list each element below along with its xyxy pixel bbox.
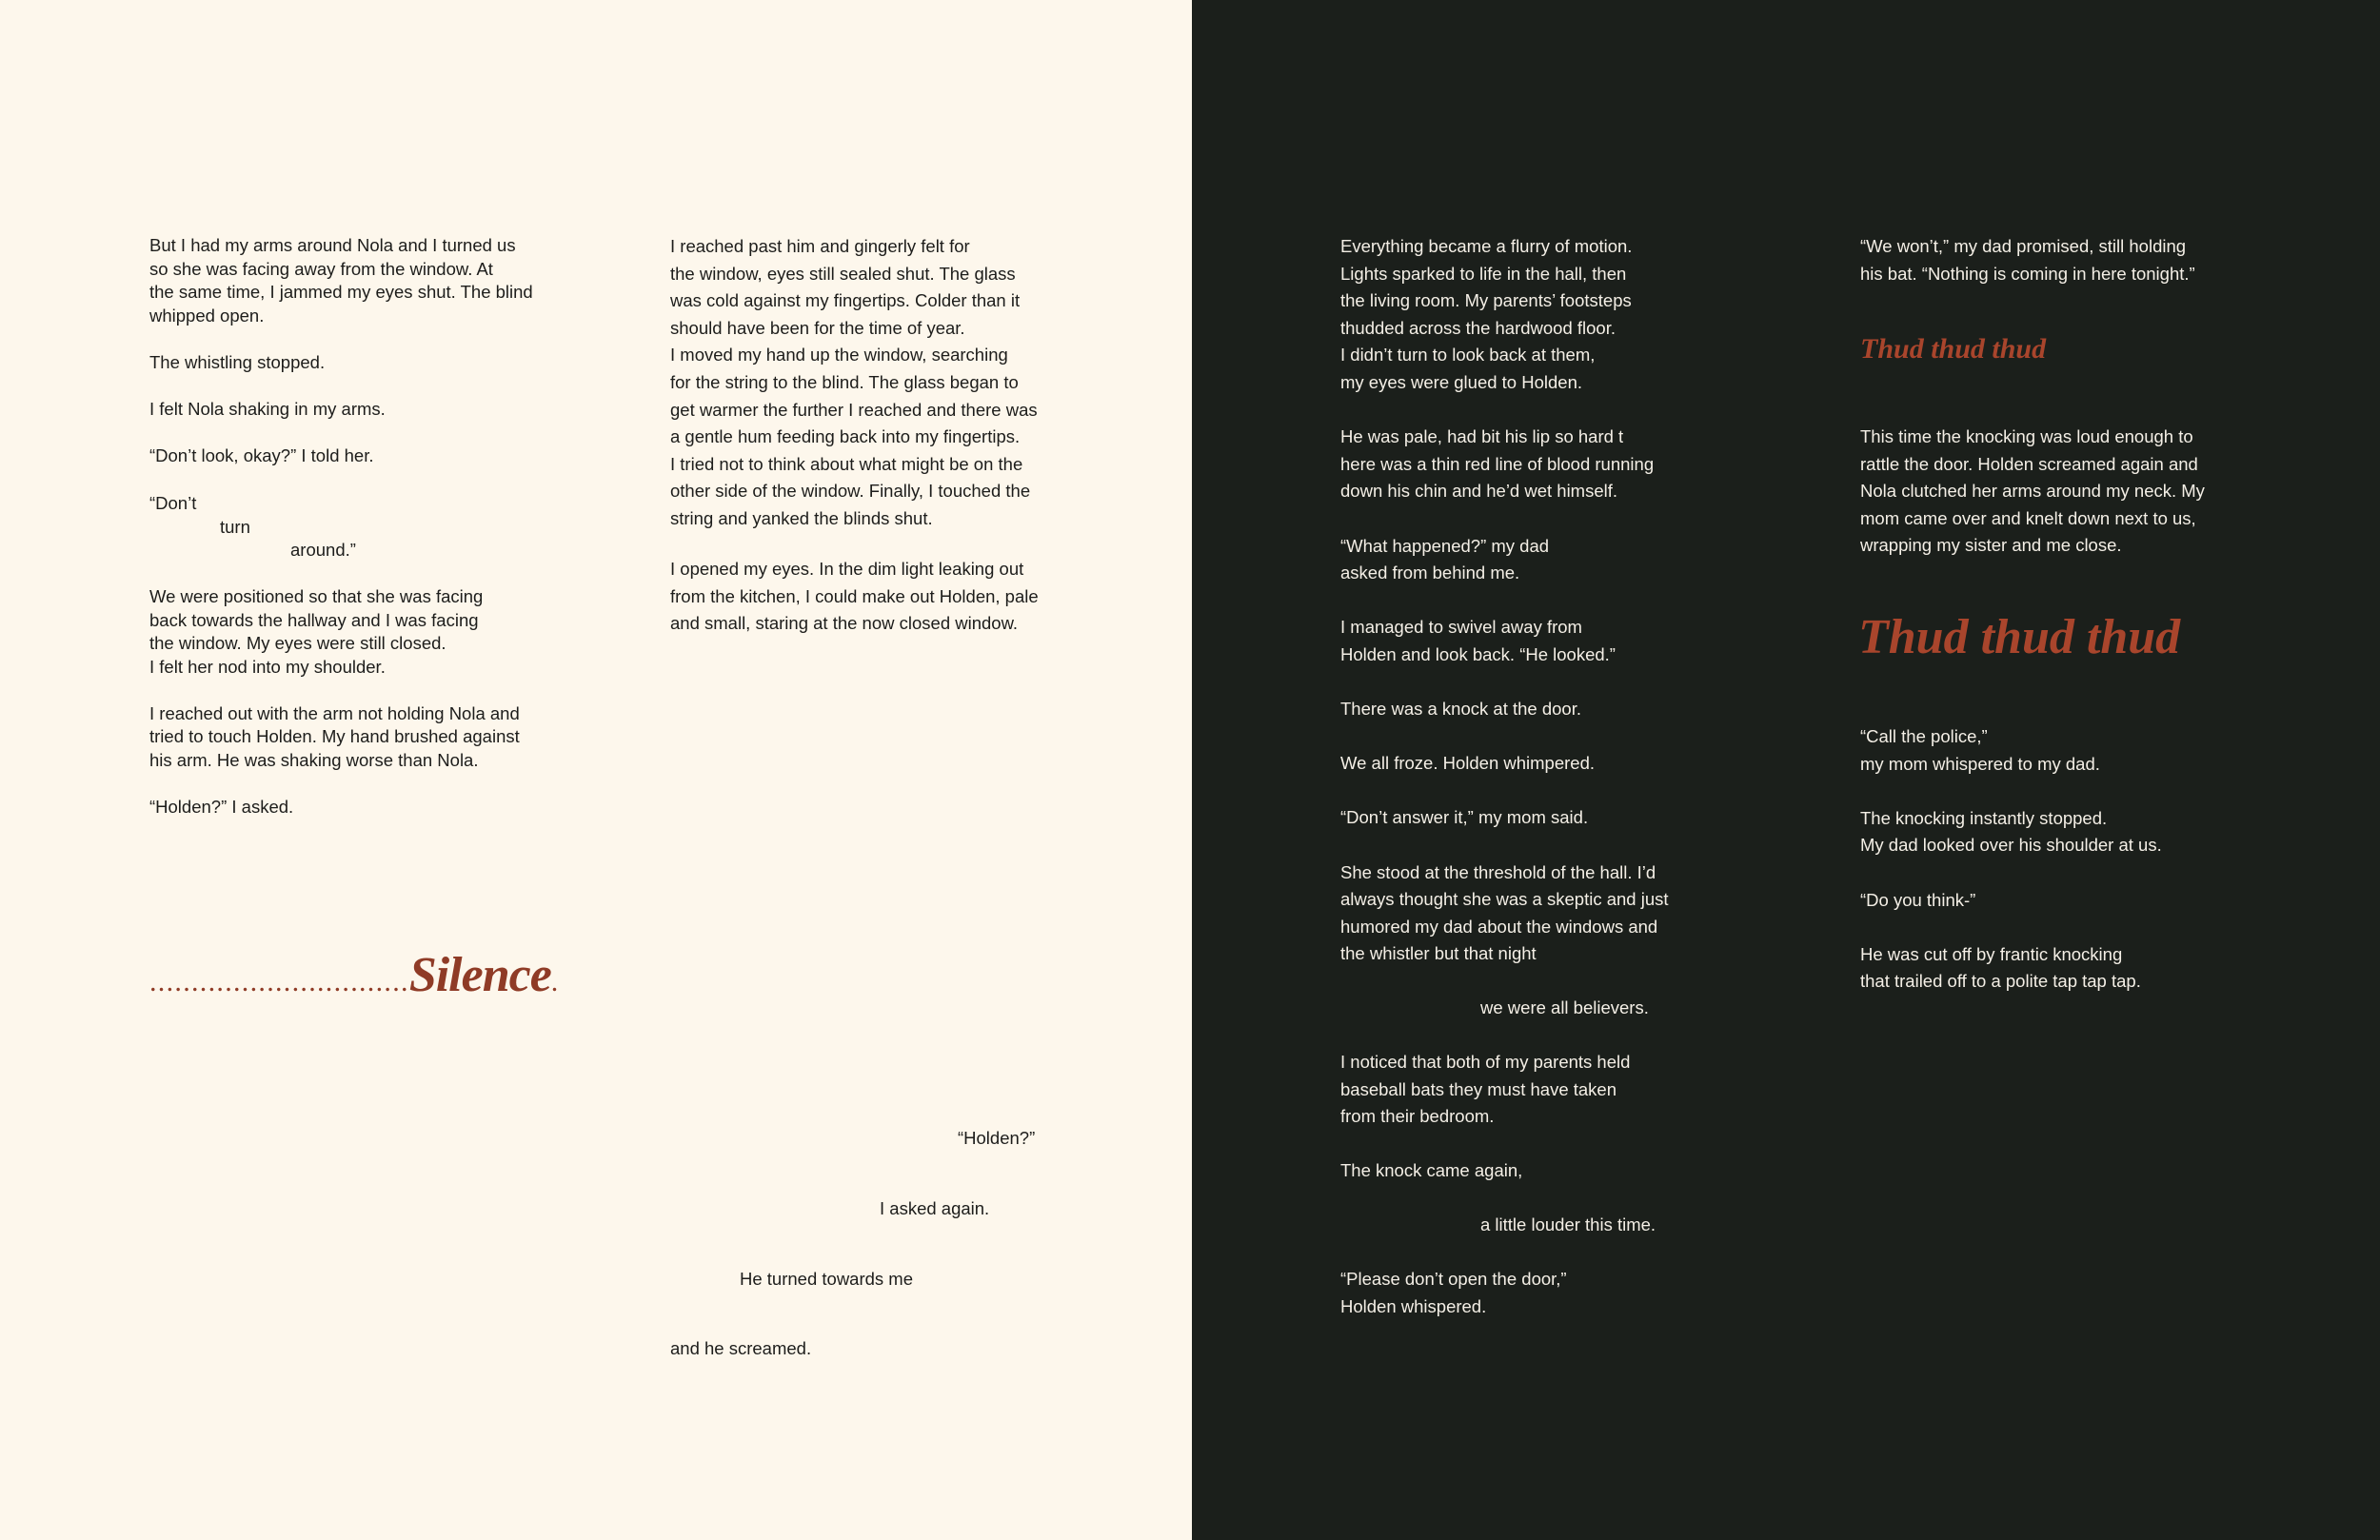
text-line: the window. My eyes were still closed. [149, 633, 446, 653]
text-line: Nola clutched her arms around my neck. My [1860, 481, 2205, 502]
text-line: “We won’t,” my dad promised, still holding [1860, 236, 2187, 256]
dont-turn-around-stagger [149, 492, 464, 563]
text-line: “Please don’t open the door,” [1340, 1269, 1567, 1289]
text-line: Lights sparked to life in the hall, then [1340, 263, 1627, 284]
paragraph [670, 233, 1080, 533]
paragraph [1340, 533, 1683, 587]
text-line: his bat. “Nothing is coming in here tonight.” [1860, 263, 2195, 284]
thud-large-heading: Thud thud thud [1858, 610, 2181, 664]
text-line: here was a thin red line of blood running [1340, 453, 1655, 474]
text-line: He was pale, had bit his lip so hard t [1340, 426, 1624, 447]
text-line: for the string to the blind. The glass began to [670, 371, 1019, 392]
silence-dots: ............................... [149, 966, 409, 997]
paragraph [1860, 805, 2241, 859]
left-column-1 [149, 234, 559, 491]
text-line: always thought she was a skeptic and just [1340, 889, 1669, 910]
text-line: Holden whispered. [1340, 1295, 1487, 1316]
cascade-line-4: and he screamed. [670, 1338, 812, 1358]
text-line: from their bedroom. [1340, 1106, 1495, 1127]
text-line: rattle the door. Holden screamed again and [1860, 453, 2198, 474]
text-line: “Don’t look, okay?” I told her. [149, 444, 374, 465]
paragraph [1340, 1266, 1683, 1320]
paragraph [149, 444, 559, 468]
text-line: My dad looked over his shoulder at us. [1860, 835, 2162, 856]
text-line: Holden and look back. “He looked.” [1340, 643, 1616, 664]
text-line: whipped open. [149, 305, 265, 326]
stagger-line-1: “Don’t [149, 493, 197, 513]
text-line: and small, staring at the now closed window. [670, 613, 1019, 634]
paragraph [1860, 887, 2241, 915]
text-line: There was a knock at the door. [1340, 699, 1581, 720]
text-line: “Don’t answer it,” my mom said. [1340, 807, 1589, 828]
text-line: The knock came again, [1340, 1160, 1523, 1181]
paragraph [149, 398, 559, 422]
text-line: I opened my eyes. In the dim light leaking out [670, 559, 1024, 580]
paragraph [1860, 723, 2241, 778]
paragraph [1340, 859, 1683, 968]
text-line: I reached past him and gingerly felt for [670, 236, 970, 256]
text-line: asked from behind me. [1340, 563, 1520, 583]
text-line: I managed to swivel away from [1340, 617, 1582, 638]
text-line: She stood at the threshold of the hall. I’d [1340, 861, 1656, 882]
silence-heading [149, 947, 740, 1004]
thud-small-heading: Thud thud thud [1860, 333, 2047, 365]
believers-text: we were all believers. [1480, 997, 1649, 1017]
right-column-4b [1860, 424, 2241, 587]
cascade-line-1: “Holden?” [958, 1128, 1036, 1148]
text-line: “Holden?” I asked. [149, 796, 294, 817]
stagger-line-2: turn [220, 516, 250, 537]
text-line: other side of the window. Finally, I touched the [670, 481, 1031, 502]
text-line: thudded across the hardwood floor. [1340, 317, 1616, 338]
cascade-line-2: I asked again. [880, 1198, 990, 1218]
left-column-2 [670, 233, 1080, 661]
paragraph [1340, 1157, 1683, 1185]
left-column-1b [149, 585, 559, 842]
silence-word: Silence [408, 948, 551, 1002]
right-page [1192, 0, 2380, 1540]
paragraph [1340, 614, 1683, 668]
text-line: I noticed that both of my parents held [1340, 1052, 1631, 1072]
text-line: from the kitchen, I could make out Holden, pale [670, 585, 1039, 606]
silence-period: . [550, 966, 559, 997]
text-line: “Call the police,” [1860, 726, 1988, 746]
text-line: the whistler but that night [1340, 943, 1537, 964]
text-line: back towards the hallway and I was facing [149, 609, 479, 630]
text-line: my eyes were glued to Holden. [1340, 371, 1582, 392]
louder-line [1480, 1212, 1728, 1239]
louder-text: a little louder this time. [1480, 1214, 1656, 1234]
text-line: baseball bats they must have taken [1340, 1078, 1617, 1099]
text-line: The knocking instantly stopped. [1860, 807, 2108, 828]
text-line: I moved my hand up the window, searching [670, 345, 1008, 365]
text-line: humored my dad about the windows and [1340, 916, 1658, 937]
text-line: was cold against my fingertips. Colder than it [670, 290, 1021, 311]
text-line: This time the knocking was loud enough to [1860, 426, 2193, 446]
paragraph [149, 702, 559, 773]
paragraph [1860, 941, 2241, 996]
paragraph [1860, 424, 2241, 560]
text-line: We were positioned so that she was facing [149, 586, 484, 606]
text-line: so she was facing away from the window. At [149, 258, 493, 279]
text-line: the same time, I jammed my eyes shut. The blind [149, 282, 533, 302]
text-line: get warmer the further I reached and there was [670, 399, 1038, 420]
text-line: mom came over and knelt down next to us, [1860, 507, 2196, 528]
paragraph [670, 556, 1080, 638]
text-line: “What happened?” my dad [1340, 535, 1550, 556]
text-line: my mom whispered to my dad. [1860, 753, 2100, 774]
text-line: wrapping my sister and me close. [1860, 535, 2122, 556]
paragraph [1340, 804, 1683, 832]
paragraph [149, 234, 559, 327]
text-line: He was cut off by frantic knocking [1860, 943, 2123, 964]
cascade-line-3: He turned towards me [740, 1269, 914, 1289]
stagger-line-3: around.” [290, 540, 356, 560]
paragraph [1340, 233, 1683, 397]
text-line: We all froze. Holden whimpered. [1340, 753, 1596, 774]
paragraph [1340, 750, 1683, 778]
text-line: that trailed off to a polite tap tap tap. [1860, 971, 2141, 992]
paragraph [149, 351, 559, 375]
text-line: his arm. He was shaking worse than Nola. [149, 749, 479, 770]
right-column-3 [1340, 233, 1683, 996]
text-line: down his chin and he’d wet himself. [1340, 481, 1618, 502]
text-line: I didn’t turn to look back at them, [1340, 345, 1596, 365]
text-line: string and yanked the blinds shut. [670, 507, 933, 528]
text-line: The whistling stopped. [149, 351, 326, 372]
text-line: Everything became a flurry of motion. [1340, 236, 1633, 256]
text-line: But I had my arms around Nola and I turned us [149, 235, 516, 255]
paragraph [149, 796, 559, 819]
right-column-4a [1860, 233, 2241, 315]
paragraph [1340, 1049, 1683, 1131]
paragraph [149, 585, 559, 679]
text-line: the window, eyes still sealed shut. The glass [670, 263, 1016, 284]
text-line: I felt her nod into my shoulder. [149, 656, 386, 677]
text-line: should have been for the time of year. [670, 317, 965, 338]
text-line: I reached out with the arm not holding Nola and [149, 702, 520, 723]
paragraph [1340, 696, 1683, 723]
text-line: tried to touch Holden. My hand brushed against [149, 726, 520, 746]
text-line: “Do you think-” [1860, 889, 1976, 910]
paragraph [1340, 424, 1683, 505]
right-column-3c [1340, 1266, 1683, 1348]
text-line: a gentle hum feeding back into my fingertips. [670, 426, 1021, 447]
text-line: the living room. My parents’ footsteps [1340, 290, 1632, 311]
paragraph [1860, 233, 2241, 287]
text-line: I felt Nola shaking in my arms. [149, 398, 386, 419]
right-column-3b [1340, 1049, 1683, 1213]
right-column-4c [1860, 723, 2241, 1023]
text-line: I tried not to think about what might be on the [670, 453, 1023, 474]
believers-line [1480, 995, 1728, 1022]
